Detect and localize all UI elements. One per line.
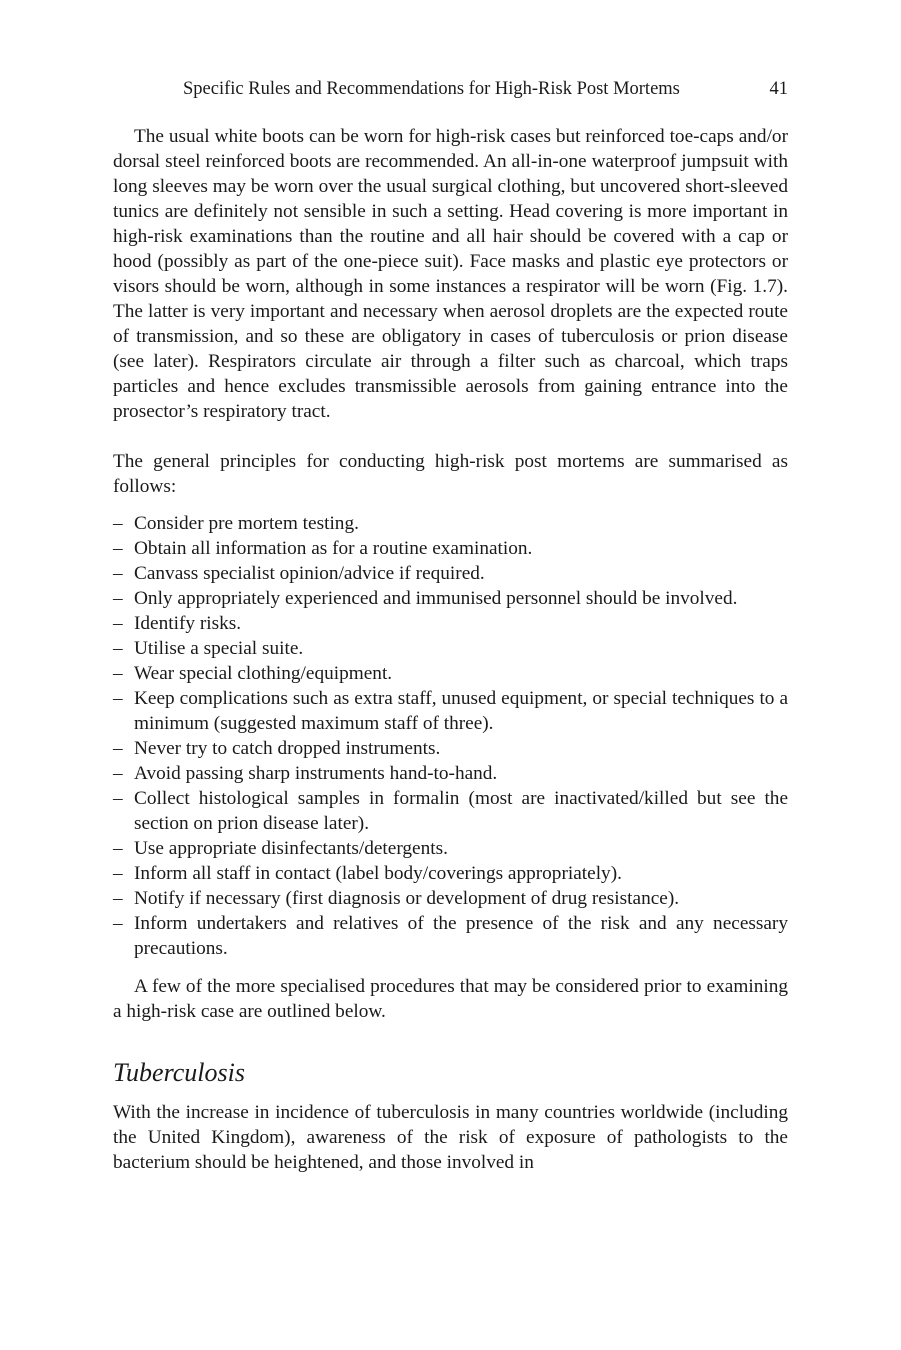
- body-text: [113, 124, 788, 1175]
- list-item-text: Consider pre mortem testing.: [134, 513, 359, 534]
- list-item: [113, 861, 788, 886]
- list-bullet: –: [113, 663, 123, 684]
- list-item: [113, 586, 788, 611]
- list-bullet: –: [113, 688, 123, 709]
- list-item-text: Utilise a special suite.: [134, 638, 304, 659]
- list-bullet: –: [113, 788, 123, 809]
- list-bullet: –: [113, 588, 123, 609]
- list-item: [113, 511, 788, 536]
- list-item: [113, 536, 788, 561]
- running-title: Specific Rules and Recommendations for High-Risk Post Mortems: [183, 79, 680, 99]
- list-item: [113, 911, 788, 961]
- list-item-text: Canvass specialist opinion/advice if required.: [134, 563, 485, 584]
- list-bullet: –: [113, 913, 123, 934]
- list-item-text: Identify risks.: [134, 613, 242, 634]
- list-item: [113, 736, 788, 761]
- list-bullet: –: [113, 838, 123, 859]
- paragraph-principles-intro: The general principles for conducting high-risk post mortems are summarised as follows:: [113, 451, 788, 497]
- principles-list: [113, 511, 788, 961]
- list-item-text: Keep complications such as extra staff, unused equipment, or special techniques to a minimum (suggested maximum staff of three).: [134, 688, 788, 734]
- list-item: [113, 661, 788, 686]
- paragraph-tuberculosis: With the increase in incidence of tuberculosis in many countries worldwide (including the United Kingdom), awareness of the risk of exposure of pathologists to the bacterium should be heightened, and those involved in: [113, 1102, 788, 1173]
- list-item: [113, 761, 788, 786]
- page-number: 41: [769, 79, 788, 99]
- list-item-text: Use appropriate disinfectants/detergents.: [134, 838, 448, 859]
- list-item: [113, 836, 788, 861]
- list-item: [113, 611, 788, 636]
- list-item: [113, 636, 788, 661]
- list-item-text: Obtain all information as for a routine examination.: [134, 538, 533, 559]
- list-item-text: Never try to catch dropped instruments.: [134, 738, 441, 759]
- paragraph-specialised-procedures: A few of the more specialised procedures that may be considered prior to examining a high-risk case are outlined below.: [113, 976, 788, 1022]
- list-item: [113, 886, 788, 911]
- list-item-text: Inform undertakers and relatives of the presence of the risk and any necessary precautions.: [134, 913, 788, 959]
- list-bullet: –: [113, 513, 123, 534]
- section-heading-tuberculosis: Tuberculosis: [113, 1058, 245, 1087]
- list-bullet: –: [113, 613, 123, 634]
- list-item-text: Only appropriately experienced and immunised personnel should be involved.: [134, 588, 738, 609]
- list-bullet: –: [113, 863, 123, 884]
- list-item-text: Notify if necessary (first diagnosis or development of drug resistance).: [134, 888, 680, 909]
- list-bullet: –: [113, 563, 123, 584]
- list-bullet: –: [113, 763, 123, 784]
- list-item: [113, 561, 788, 586]
- list-bullet: –: [113, 888, 123, 909]
- list-item-text: Wear special clothing/equipment.: [134, 663, 393, 684]
- paragraph-protective-clothing: The usual white boots can be worn for high-risk cases but reinforced toe-caps and/or dorsal steel reinforced boots are recommended. An all-in-one waterproof jumpsuit with long sleeves may be worn over the usual surgical clothing, but uncovered short-sleeved tunics are definitely not sensible in such a setting. Head covering is more important in high-risk examinations than the routine and all hair should be covered with a cap or hood (possibly as part of the one-piece suit). Face masks and plastic eye protectors or visors should be worn, although in some instances a respirator will be worn (Fig. 1.7). The latter is very important and necessary when aerosol droplets are the expected route of transmission, and so these are obligatory in cases of tuberculosis or prion disease (see later). Respirators circulate air through a filter such as charcoal, which traps particles and hence excludes transmissible aerosols from gaining entrance into the prosector’s respiratory tract.: [113, 126, 788, 422]
- list-item-text: Avoid passing sharp instruments hand-to-hand.: [134, 763, 498, 784]
- list-item: [113, 686, 788, 736]
- running-head: [113, 77, 788, 101]
- list-bullet: –: [113, 638, 123, 659]
- list-bullet: –: [113, 538, 123, 559]
- list-item-text: Inform all staff in contact (label body/coverings appropriately).: [134, 863, 622, 884]
- list-item-text: Collect histological samples in formalin (most are inactivated/killed but see the section on prion disease later).: [134, 788, 788, 834]
- list-item: [113, 786, 788, 836]
- list-bullet: –: [113, 738, 123, 759]
